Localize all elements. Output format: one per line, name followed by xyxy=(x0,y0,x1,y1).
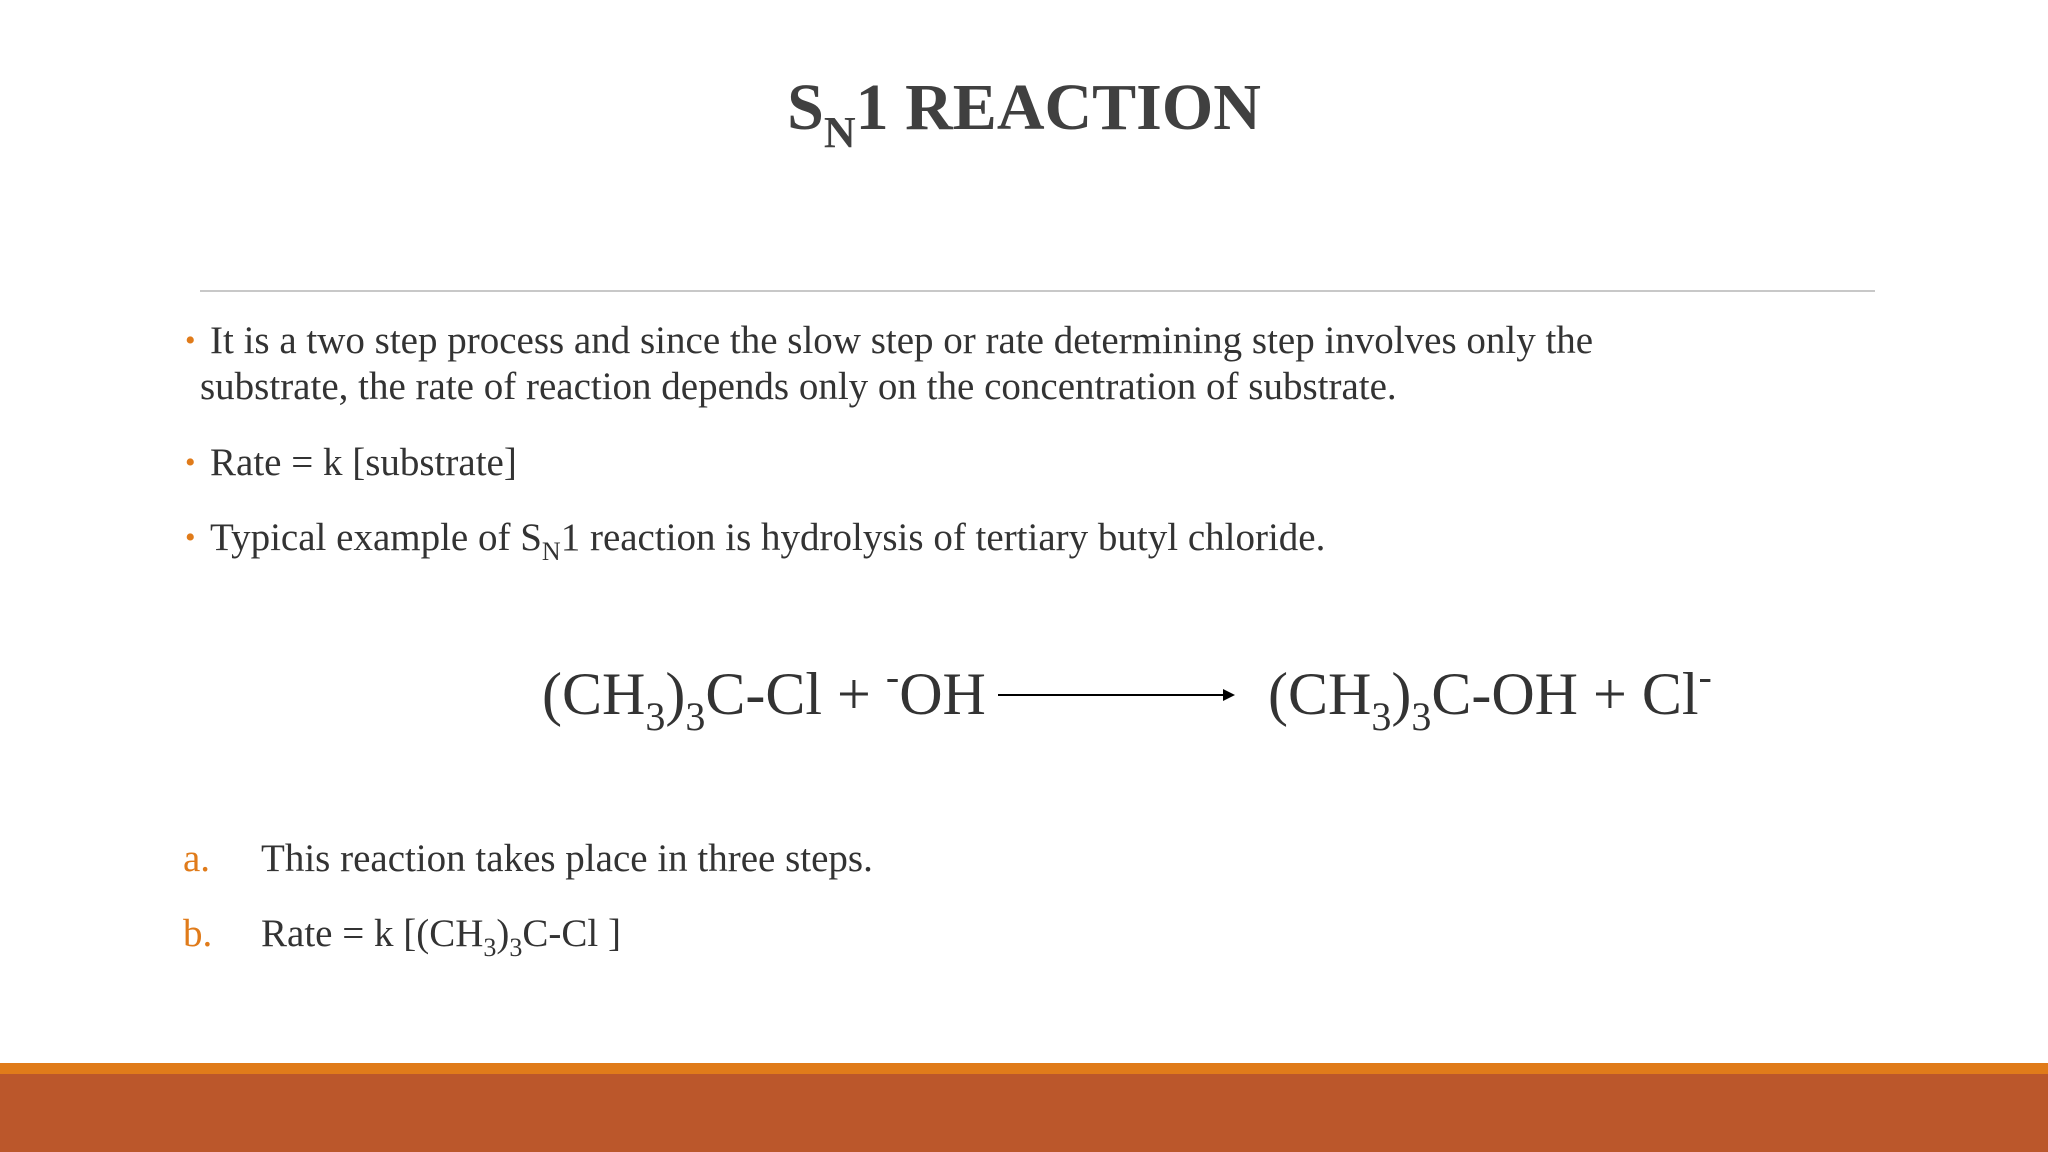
slide-title xyxy=(0,70,2048,157)
bullet-2-text: Rate = k [substrate] xyxy=(210,441,517,484)
footer-band xyxy=(0,1074,2048,1152)
list-item-a-text: This reaction takes place in three steps. xyxy=(261,837,873,880)
bullet-1-line-2: substrate, the rate of reaction depends only on the concentration of substrate. xyxy=(200,365,1397,408)
eq-lhs-part: C-Cl + xyxy=(705,661,886,727)
eq-rhs-subscript: 3 xyxy=(1371,694,1392,739)
bullet-3-post: 1 reaction is hydrolysis of tertiary butyl chloride. xyxy=(560,516,1326,559)
list-item-b xyxy=(183,911,621,962)
bullet-1-line-1: It is a two step process and since the slow step or rate determining step involves only the xyxy=(210,319,1594,362)
bullet-3-pre: Typical example of S xyxy=(210,516,542,559)
eq-rhs-superscript: - xyxy=(1698,654,1712,699)
list-item-b-subscript: 3 xyxy=(483,933,497,962)
list-item-b-pre: Rate = k [(CH xyxy=(261,912,484,955)
bullet-dot: • xyxy=(185,521,196,554)
bullet-dot: • xyxy=(185,324,196,357)
equation-reactants xyxy=(542,654,986,739)
bullet-1 xyxy=(185,318,1875,410)
eq-rhs-subscript: 3 xyxy=(1411,694,1432,739)
equation-products xyxy=(1268,654,1712,739)
list-marker-b: b. xyxy=(183,912,213,955)
eq-lhs-subscript: 3 xyxy=(645,694,666,739)
eq-rhs-part: ) xyxy=(1391,661,1412,727)
list-item-b-post: C-Cl ] xyxy=(522,912,621,955)
eq-lhs-superscript: - xyxy=(885,654,900,699)
title-s: S xyxy=(787,71,824,144)
reaction-arrow-head-icon xyxy=(1223,689,1235,701)
eq-lhs-subscript: 3 xyxy=(685,694,706,739)
title-subscript-n: N xyxy=(823,108,856,157)
footer-accent-stripe xyxy=(0,1063,2048,1074)
reaction-arrow-shaft xyxy=(998,694,1233,696)
bullet-3-text xyxy=(185,515,1875,565)
eq-rhs-part: (CH xyxy=(1268,661,1372,727)
bullet-3-subscript: N xyxy=(541,537,561,566)
bullet-dot: • xyxy=(185,446,196,479)
title-divider xyxy=(200,290,1875,292)
list-item-b-subscript: 3 xyxy=(509,933,523,962)
eq-lhs-part: (CH xyxy=(542,661,646,727)
bullet-3 xyxy=(185,515,1875,565)
list-item-a xyxy=(183,836,873,881)
list-item-b-mid: ) xyxy=(496,912,510,955)
eq-lhs-part: OH xyxy=(899,661,986,727)
list-marker-a: a. xyxy=(183,837,211,880)
eq-lhs-part: ) xyxy=(665,661,686,727)
title-rest: 1 REACTION xyxy=(855,71,1261,144)
bullet-2 xyxy=(185,440,1875,486)
eq-rhs-part: C-OH + Cl xyxy=(1431,661,1699,727)
